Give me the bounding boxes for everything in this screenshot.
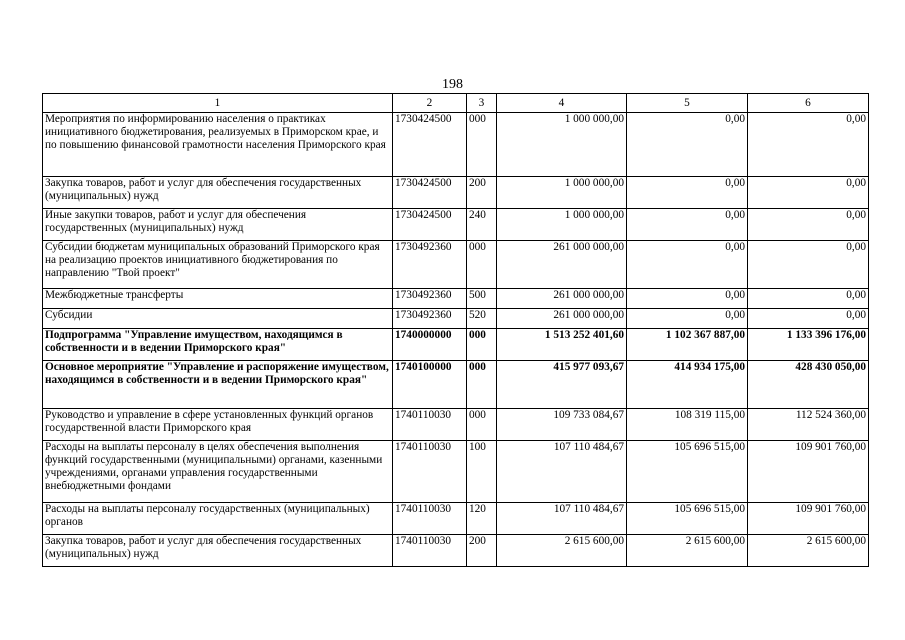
table-row [43,113,869,177]
table-row [43,503,869,535]
header-cell: 1 [43,94,393,113]
table-row [43,241,869,289]
row-value-5: 105 696 515,00 [627,441,748,503]
row-value-4: 1 000 000,00 [497,177,627,209]
header-cell: 5 [627,94,748,113]
row-value-5: 105 696 515,00 [627,503,748,535]
row-value-5: 0,00 [627,113,748,177]
row-name: Иные закупки товаров, работ и услуг для обеспечения государственных (муниципальных) нужд [43,209,393,241]
row-vr: 500 [467,289,497,309]
row-name: Закупка товаров, работ и услуг для обеспечения государственных (муниципальных) нужд [43,535,393,567]
row-value-5: 108 319 115,00 [627,409,748,441]
header-cell: 3 [467,94,497,113]
row-csr: 1740110030 [393,441,467,503]
table-row [43,329,869,361]
row-value-4: 107 110 484,67 [497,503,627,535]
row-vr: 000 [467,361,497,409]
table-row [43,441,869,503]
row-vr: 000 [467,409,497,441]
row-vr: 240 [467,209,497,241]
row-name: Расходы на выплаты персоналу государственных (муниципальных) органов [43,503,393,535]
row-vr: 000 [467,329,497,361]
row-value-5: 0,00 [627,309,748,329]
row-value-4: 107 110 484,67 [497,441,627,503]
row-value-4: 109 733 084,67 [497,409,627,441]
row-value-6: 2 615 600,00 [748,535,869,567]
page-number: 198 [442,77,463,92]
row-value-6: 0,00 [748,113,869,177]
row-value-5: 0,00 [627,241,748,289]
row-name: Межбюджетные трансферты [43,289,393,309]
header-cell: 2 [393,94,467,113]
header-row [43,94,869,113]
row-value-5: 414 934 175,00 [627,361,748,409]
row-csr: 1740110030 [393,503,467,535]
table-row [43,177,869,209]
row-value-4: 1 513 252 401,60 [497,329,627,361]
row-name: Руководство и управление в сфере установленных функций органов государственной власти Приморского края [43,409,393,441]
row-value-4: 261 000 000,00 [497,241,627,289]
table-row [43,535,869,567]
row-csr: 1730492360 [393,241,467,289]
row-value-5: 1 102 367 887,00 [627,329,748,361]
row-csr: 1740000000 [393,329,467,361]
header-cell: 6 [748,94,869,113]
budget-table [42,93,869,567]
header-cell: 4 [497,94,627,113]
table-row [43,209,869,241]
row-value-6: 0,00 [748,309,869,329]
row-value-4: 1 000 000,00 [497,209,627,241]
row-csr: 1740100000 [393,361,467,409]
row-vr: 120 [467,503,497,535]
row-value-4: 261 000 000,00 [497,309,627,329]
table-row [43,309,869,329]
row-value-5: 0,00 [627,289,748,309]
row-value-6: 0,00 [748,177,869,209]
row-value-6: 428 430 050,00 [748,361,869,409]
row-value-5: 0,00 [627,177,748,209]
row-name: Субсидии бюджетам муниципальных образований Приморского края на реализацию проектов инициативного бюджетирования по направлению "Твой проект" [43,241,393,289]
row-csr: 1740110030 [393,409,467,441]
table-row [43,289,869,309]
row-value-4: 415 977 093,67 [497,361,627,409]
row-value-6: 0,00 [748,209,869,241]
row-value-6: 112 524 360,00 [748,409,869,441]
table-row [43,409,869,441]
row-value-5: 2 615 600,00 [627,535,748,567]
row-name: Субсидии [43,309,393,329]
row-csr: 1730492360 [393,309,467,329]
row-value-6: 0,00 [748,289,869,309]
row-name: Расходы на выплаты персоналу в целях обеспечения выполнения функций государственными (муниципальными) органами, казенными учреждениями, органами управления государственными внебюджетными фондами [43,441,393,503]
row-vr: 200 [467,535,497,567]
row-value-4: 1 000 000,00 [497,113,627,177]
row-vr: 520 [467,309,497,329]
row-name: Мероприятия по информированию населения о практиках инициативного бюджетирования, реализуемых в Приморском крае, и по повышению финансовой грамотности населения Приморского края [43,113,393,177]
row-value-6: 109 901 760,00 [748,503,869,535]
row-csr: 1730492360 [393,289,467,309]
row-value-4: 261 000 000,00 [497,289,627,309]
row-name: Подпрограмма "Управление имуществом, находящимся в собственности и в ведении Приморского края" [43,329,393,361]
row-value-6: 109 901 760,00 [748,441,869,503]
row-vr: 000 [467,241,497,289]
row-value-6: 1 133 396 176,00 [748,329,869,361]
row-vr: 000 [467,113,497,177]
row-csr: 1730424500 [393,177,467,209]
row-value-6: 0,00 [748,241,869,289]
row-vr: 200 [467,177,497,209]
row-name: Основное мероприятие "Управление и распоряжение имуществом, находящимся в собственности и в ведении Приморского края" [43,361,393,409]
row-csr: 1730424500 [393,113,467,177]
row-value-5: 0,00 [627,209,748,241]
row-csr: 1730424500 [393,209,467,241]
table-row [43,361,869,409]
row-name: Закупка товаров, работ и услуг для обеспечения государственных (муниципальных) нужд [43,177,393,209]
row-vr: 100 [467,441,497,503]
row-value-4: 2 615 600,00 [497,535,627,567]
row-csr: 1740110030 [393,535,467,567]
